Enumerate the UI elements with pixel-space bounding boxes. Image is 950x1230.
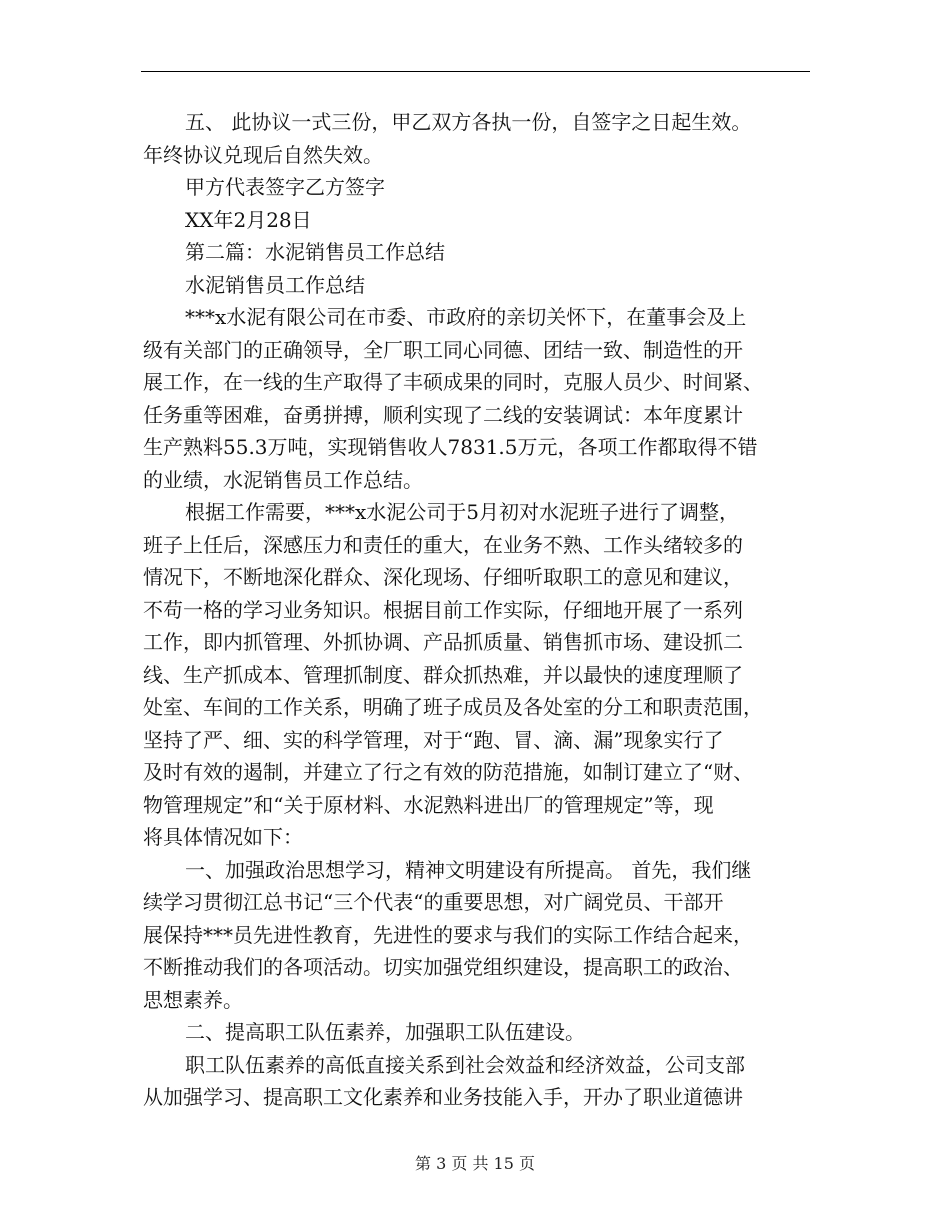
text-line: 生产熟料55.3万吨，实现销售收人7831.5万元，各项工作都取得不错	[143, 435, 758, 459]
text-line: 班子上任后，深感压力和责任的重大，在业务不熟、工作头绪较多的	[143, 532, 743, 557]
text-line: 线、生产抓成本、管理抓制度、群众抓热难，并以最快的速度理顺了	[143, 662, 743, 687]
text-line: 思想素养。	[143, 987, 243, 1012]
text-line: 职工队伍素养的高低直接关系到社会效益和经济效益，公司支部	[185, 1052, 745, 1077]
header-rule	[141, 71, 810, 72]
text-line: 根据工作需要，***x水泥公司于5月初对水泥班子进行了调整，	[185, 500, 740, 524]
text-line: 任务重等困难，奋勇拼搏，顺利实现了二线的安装调试：本年度累计	[143, 402, 743, 427]
text-line: 物管理规定”和“关于原材料、水泥熟料进出厂的管理规定”等，现	[143, 792, 714, 817]
text-line: 五、 此协议一式三份，甲乙双方各执一份，自签字之日起生效。	[185, 110, 752, 134]
text-line: 第二篇：水泥销售员工作总结	[185, 240, 445, 264]
document-body	[143, 106, 813, 1114]
text-line: 二、提高职工队伍素养，加强职工队伍建设。	[185, 1020, 585, 1044]
text-line: 工作，即内抓管理、外抓协调、产品抓质量、销售抓市场、建设抓二	[143, 630, 743, 654]
text-line: 的业绩，水泥销售员工作总结。	[143, 467, 423, 492]
text-line: 一、加强政治思想学习，精神文明建设有所提高。 首先，我们继	[185, 857, 752, 882]
text-line: 展保持***员先进性教育，先进性的要求与我们的实际工作结合起来，	[143, 922, 753, 947]
text-line: 水泥销售员工作总结	[185, 272, 365, 297]
text-line: ***x水泥有限公司在市委、市政府的亲切关怀下，在董事会及上	[185, 305, 747, 329]
text-line: 将具体情况如下：	[143, 825, 303, 849]
text-line: 不断推动我们的各项活动。切实加强党组织建设，提高职工的政治、	[143, 955, 743, 979]
text-line: 级有关部门的正确领导，全厂职工同心同德、团结一致、制造性的开	[143, 337, 743, 362]
text-line: XX年2月28日	[185, 207, 312, 232]
text-line: 从加强学习、提高职工文化素养和业务技能入手，开办了职业道德讲	[143, 1085, 743, 1109]
text-line: 不苟一格的学习业务知识。根据目前工作实际，仔细地开展了一系列	[143, 597, 743, 622]
text-line: 处室、车间的工作关系，明确了班子成员及各处室的分工和职责范围，	[143, 695, 763, 719]
text-line: 续学习贯彻江总书记“三个代表“的重要思想，对广阔党员、干部开	[143, 890, 724, 914]
page-footer: 第 3 页 共 15 页	[415, 1154, 535, 1173]
text-line: 甲方代表签字乙方签字	[185, 175, 385, 199]
text-line: 及时有效的遏制，并建立了行之有效的防范措施，如制订建立了“财、	[143, 760, 754, 784]
text-line: 年终协议兑现后自然失效。	[143, 142, 383, 167]
text-line: 展工作，在一线的生产取得了丰硕成果的同时，克服人员少、时间紧、	[143, 370, 763, 394]
text-line: 坚持了严、细、实的科学管理，对于“跑、冒、滴、漏”现象实行了	[143, 727, 724, 752]
text-line: 情况下，不断地深化群众、深化现场、仔细听取职工的意见和建议，	[143, 565, 743, 589]
